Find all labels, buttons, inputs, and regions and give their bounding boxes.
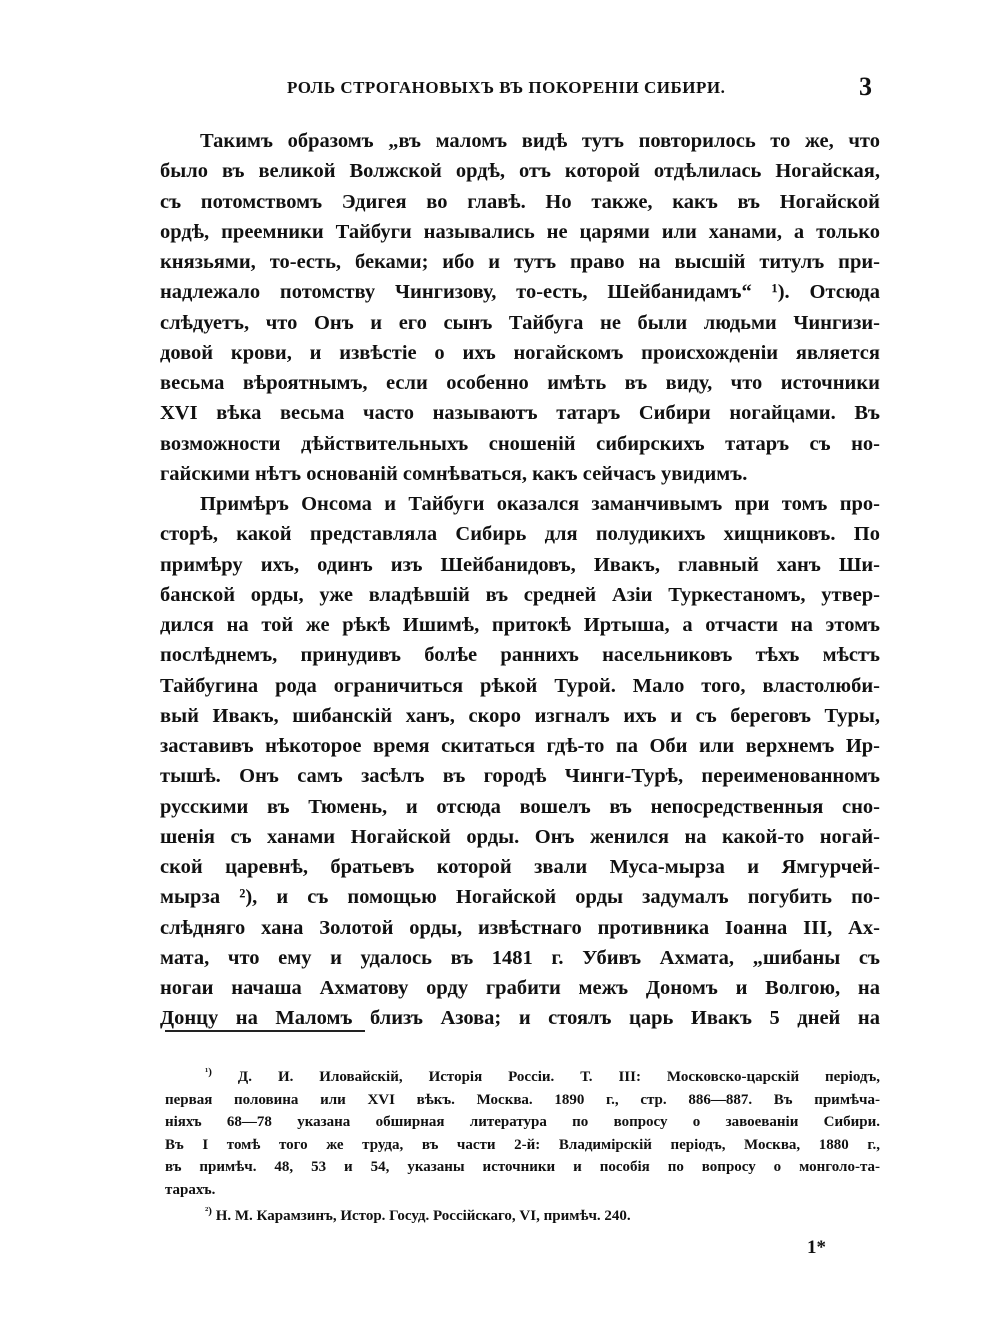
text-line: слѣдуетъ, что Онъ и его сынъ Тайбуга не были людьми Чингизи- [160, 311, 880, 334]
text-line: тышѣ. Онъ самъ засѣлъ въ городѣ Чинги-Турѣ, переименованномъ [160, 765, 880, 788]
footnote-1-line: Въ I томѣ того же труда, въ части 2-й: Владимірскій періодъ, Москва, 1880 г., [165, 1136, 880, 1153]
text-line: Донцу на Маломъ близъ Азова; и стоялъ царь Ивакъ 5 дней на [160, 1007, 880, 1030]
text-line: было въ великой Волжской ордѣ, отъ которой отдѣлилась Ногайская, [160, 160, 880, 183]
text-line: сторѣ, какой представляла Сибирь для полудикихъ хищниковъ. По [160, 523, 880, 546]
main-text [160, 126, 880, 1034]
footnote-2-marker: ²) [205, 1205, 212, 1217]
running-title: РОЛЬ СТРОГАНОВЫХЪ ВЪ ПОКОРЕНІИ СИБИРИ. [287, 78, 726, 97]
text-line: дился на той же рѣкѣ Ишимѣ, притокѣ Иртыша, а отчасти на этомъ [160, 614, 880, 636]
text-line: надлежало потомству Чингизову, то-есть, Шейбанидамъ“ ¹). Отсюда [160, 281, 880, 304]
footnote-2-line [165, 1205, 880, 1228]
text-line: Тайбугина рода ограничиться рѣкой Турой. Мало того, властолюби- [160, 674, 880, 697]
text-line: банской орды, уже владѣвшій въ средней Азіи Туркестаномъ, утвер- [160, 583, 880, 606]
text-line: примѣру ихъ, одинъ изъ Шейбанидовъ, Ивакъ, главный ханъ Ши- [160, 553, 880, 576]
text-line: гайскими нѣтъ основаній сомнѣваться, какъ сейчасъ увидимъ. [160, 462, 748, 485]
text-line: слѣдняго хана Золотой орды, извѣстнаго противника Іоанна III, Ах- [160, 916, 880, 939]
footnote-1-marker: ¹) [205, 1066, 212, 1078]
footnote-separator-rule [165, 1030, 365, 1032]
text-line: довой крови, и извѣстіе о ихъ ногайскомъ происхожденіи является [160, 341, 880, 364]
text-line: шенія съ ханами Ногайской орды. Онъ женился на какой-то ногай- [160, 825, 880, 848]
footnote-1-line: ніяхъ 68—78 указана обширная литература по вопросу о завоеваніи Сибири. [165, 1114, 880, 1130]
footnote-1-line: первая половина или XVI вѣкъ. Москва. 1890 г., стр. 886—887. Въ примѣча- [165, 1091, 880, 1108]
footnotes [165, 1066, 880, 1228]
text-line: Примѣръ Онсома и Тайбуги оказался заманчивымъ при томъ про- [200, 493, 880, 515]
text-line: вый Ивакъ, шибанскій ханъ, скоро изгналъ ихъ и съ береговъ Туры, [160, 704, 880, 727]
footnote-1-text: Д. И. Иловайскій, Исторія Россіи. Т. III: Московско-царскій періодъ, [237, 1069, 880, 1085]
text-line: XVI вѣка весьма часто называютъ татаръ Сибири ногайцами. Въ [160, 402, 880, 425]
footnote-1-line [165, 1066, 880, 1089]
text-line: заставивъ нѣкоторое время скитаться гдѣ-то па Оби или верхнемъ Ир- [160, 735, 880, 757]
text-line: князьями, то-есть, беками; ибо и тутъ право на высшій титулъ при- [160, 251, 880, 273]
printer-signature-mark: 1* [807, 1237, 826, 1258]
text-line: русскими въ Тюмень, и отсюда вошелъ въ непосредственныя сно- [160, 795, 880, 818]
text-line: Такимъ образомъ „въ маломъ видѣ тутъ повторилось то же, что [200, 130, 880, 152]
text-line: мата, что ему и удалось въ 1481 г. Убивъ Ахмата, „шибаны съ [160, 946, 880, 969]
footnote-1-line: въ примѣч. 48, 53 и 54, указаны источники и пособія по вопросу о монголо-та- [165, 1159, 880, 1175]
text-line: ногаи начаша Ахматову орду грабити межъ Дономъ и Волгою, на [160, 977, 880, 999]
footnote-1-line: тарахъ. [165, 1181, 216, 1198]
text-line: съ потомствомъ Эдигея во главѣ. Но также, какъ въ Ногайской [160, 190, 880, 213]
text-line: ской царевнѣ, братьевъ которой звали Муса-мырза и Ямгурчей- [160, 856, 880, 878]
text-line: возможности дѣйствительныхъ сношеній сибирскихъ татаръ съ но- [160, 432, 880, 455]
footnote-2-text: Н. М. Карамзинъ, Истор. Госуд. Россійскаго, VI, примѣч. 240. [215, 1208, 631, 1224]
text-line: весьма вѣроятнымъ, если особенно имѣть въ виду, что источники [160, 372, 880, 394]
page-number: 3 [859, 72, 872, 101]
text-line: ордѣ, преемники Тайбуги назывались не царями или ханами, а только [160, 220, 880, 243]
text-line: мырза ²), и съ помощью Ногайской орды задумалъ погубить по- [160, 886, 880, 909]
page-header [160, 72, 880, 112]
text-line: послѣднемъ, принудивъ болѣе раннихъ насельниковъ тѣхъ мѣстъ [160, 644, 880, 667]
